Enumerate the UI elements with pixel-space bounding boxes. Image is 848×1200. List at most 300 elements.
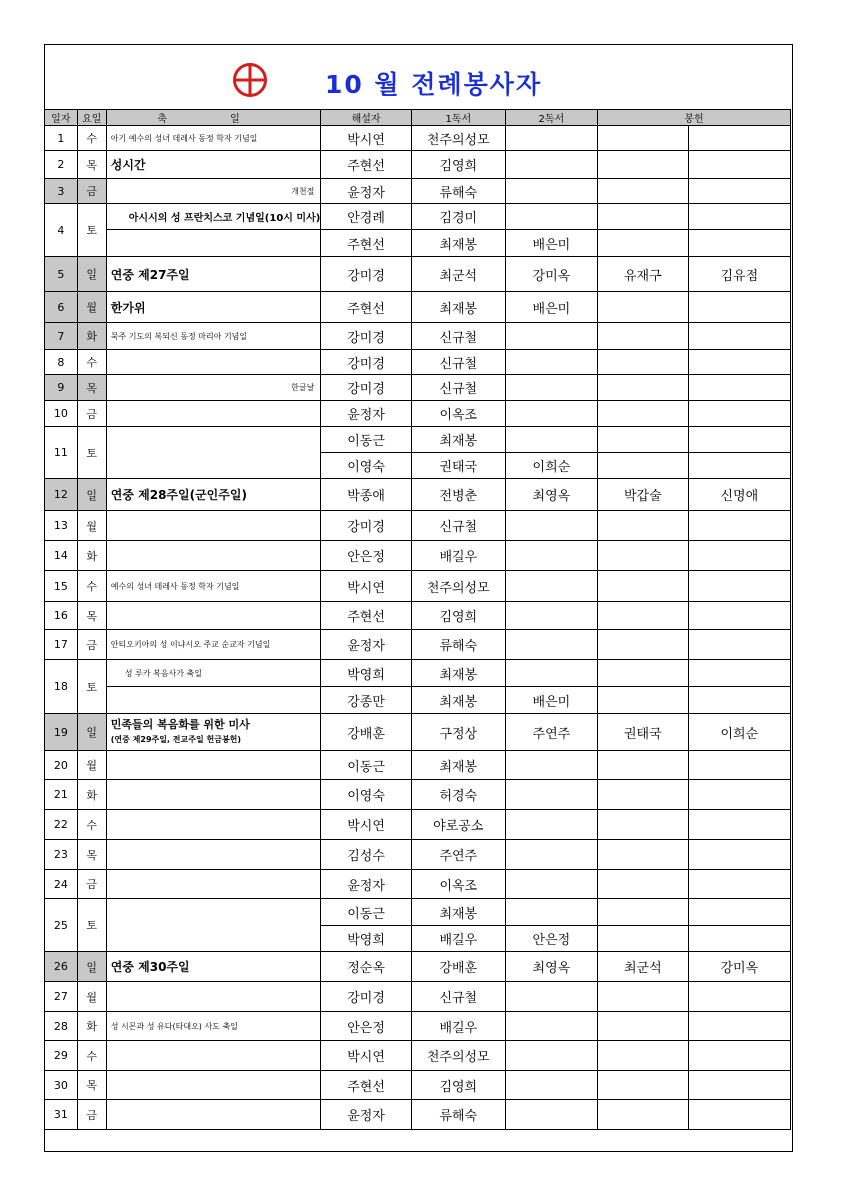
feast-cell <box>106 810 321 840</box>
table-row <box>45 1041 791 1071</box>
commentator-cell: 박영희 <box>321 660 412 687</box>
feast-cell <box>106 511 321 541</box>
offering-cell-2 <box>688 899 790 926</box>
table-row <box>45 751 791 780</box>
table-row <box>45 899 791 926</box>
reader1-cell: 최재봉 <box>411 687 505 714</box>
reader1-cell: 최재봉 <box>411 292 505 323</box>
reader1-cell: 이옥조 <box>411 401 505 427</box>
feast-subtitle: (연중 제29주일, 전교주일 헌금봉헌) <box>110 735 242 744</box>
offering-cell-2: 김유점 <box>688 257 790 292</box>
day-cell: 19 <box>45 714 78 751</box>
header-feast: 축 일 <box>106 110 321 126</box>
table-row <box>45 630 791 660</box>
weekday-cell: 목 <box>77 375 106 401</box>
feast-cell <box>106 427 321 479</box>
commentator-cell: 윤정자 <box>321 870 412 899</box>
day-cell: 3 <box>45 179 78 204</box>
table-row <box>45 479 791 511</box>
commentator-cell: 안은정 <box>321 541 412 571</box>
feast-cell <box>106 780 321 810</box>
reader1-cell: 이옥조 <box>411 870 505 899</box>
schedule-table <box>44 109 791 1130</box>
offering-cell-2 <box>688 687 790 714</box>
feast-cell <box>106 1100 321 1130</box>
reader1-cell: 김영희 <box>411 151 505 179</box>
reader1-cell: 류해숙 <box>411 179 505 204</box>
offering-cell-1: 박갑술 <box>598 479 689 511</box>
reader1-cell: 최재봉 <box>411 230 505 257</box>
commentator-cell: 이동근 <box>321 899 412 926</box>
table-row <box>45 714 791 751</box>
table-row <box>45 982 791 1012</box>
offering-cell-1 <box>598 204 689 230</box>
reader1-cell: 배길우 <box>411 1012 505 1041</box>
offering-cell-2 <box>688 230 790 257</box>
offering-cell-2 <box>688 427 790 453</box>
feast-cell: 연중 제30주일 <box>106 952 321 982</box>
weekday-cell: 화 <box>77 323 106 350</box>
feast-cell: 개천절 <box>106 179 321 204</box>
offering-cell-2 <box>688 1100 790 1130</box>
commentator-cell: 강미경 <box>321 350 412 375</box>
offering-cell-1 <box>598 179 689 204</box>
commentator-cell: 주현선 <box>321 602 412 630</box>
day-cell: 26 <box>45 952 78 982</box>
weekday-cell: 일 <box>77 257 106 292</box>
day-cell: 13 <box>45 511 78 541</box>
offering-cell-1 <box>598 230 689 257</box>
reader2-cell <box>505 126 597 151</box>
commentator-cell: 박시연 <box>321 810 412 840</box>
weekday-cell: 토 <box>77 204 106 257</box>
reader2-cell <box>505 1100 597 1130</box>
day-cell: 28 <box>45 1012 78 1041</box>
commentator-cell: 강미경 <box>321 257 412 292</box>
weekday-cell: 토 <box>77 427 106 479</box>
header-commentator: 해설자 <box>321 110 412 126</box>
commentator-cell: 박영희 <box>321 926 412 952</box>
day-cell: 24 <box>45 870 78 899</box>
weekday-cell: 목 <box>77 602 106 630</box>
reader1-cell: 류해숙 <box>411 630 505 660</box>
feast-cell: 안티오키아의 성 이냐시오 주교 순교자 기념일 <box>106 630 321 660</box>
reader1-cell: 야로공소 <box>411 810 505 840</box>
offering-cell-1 <box>598 602 689 630</box>
table-row <box>45 1012 791 1041</box>
offering-cell-1 <box>598 401 689 427</box>
offering-cell-2 <box>688 453 790 479</box>
header-offering: 봉헌 <box>598 110 791 126</box>
feast-title: 민족들의 복음화를 위한 미사 <box>110 718 250 731</box>
table-row <box>45 571 791 602</box>
weekday-cell: 화 <box>77 780 106 810</box>
offering-cell-1 <box>598 1041 689 1071</box>
feast-cell <box>106 350 321 375</box>
reader2-cell <box>505 870 597 899</box>
reader2-cell <box>505 571 597 602</box>
offering-cell-2 <box>688 810 790 840</box>
table-row <box>45 810 791 840</box>
commentator-cell: 박종애 <box>321 479 412 511</box>
feast-cell <box>106 541 321 571</box>
table-row <box>45 257 791 292</box>
feast-cell: 아시시의 성 프란치스코 기념일(10시 미사) <box>106 204 321 230</box>
feast-cell <box>106 840 321 870</box>
table-row <box>45 323 791 350</box>
offering-cell-1 <box>598 687 689 714</box>
weekday-cell: 토 <box>77 899 106 952</box>
reader2-cell <box>505 323 597 350</box>
weekday-cell: 일 <box>77 714 106 751</box>
header-reader1: 1독서 <box>411 110 505 126</box>
table-row <box>45 401 791 427</box>
weekday-cell: 일 <box>77 479 106 511</box>
offering-cell-1: 권태국 <box>598 714 689 751</box>
commentator-cell: 박시연 <box>321 1041 412 1071</box>
commentator-cell: 박시연 <box>321 126 412 151</box>
table-row <box>45 660 791 687</box>
day-cell: 12 <box>45 479 78 511</box>
reader2-cell: 강미옥 <box>505 257 597 292</box>
commentator-cell: 강미경 <box>321 982 412 1012</box>
offering-cell-2: 신명애 <box>688 479 790 511</box>
reader2-cell <box>505 350 597 375</box>
reader1-cell: 최재봉 <box>411 751 505 780</box>
weekday-cell: 토 <box>77 660 106 714</box>
weekday-cell: 수 <box>77 350 106 375</box>
commentator-cell: 강미경 <box>321 323 412 350</box>
feast-cell <box>106 899 321 952</box>
commentator-cell: 주현선 <box>321 1071 412 1100</box>
commentator-cell: 안은정 <box>321 1012 412 1041</box>
day-cell: 8 <box>45 350 78 375</box>
table-row <box>45 602 791 630</box>
table-row <box>45 780 791 810</box>
feast-cell <box>106 982 321 1012</box>
table-row <box>45 151 791 179</box>
reader1-cell: 최재봉 <box>411 660 505 687</box>
reader2-cell <box>505 401 597 427</box>
day-cell: 2 <box>45 151 78 179</box>
table-row <box>45 870 791 899</box>
weekday-cell: 수 <box>77 126 106 151</box>
weekday-cell: 목 <box>77 840 106 870</box>
reader2-cell: 안은정 <box>505 926 597 952</box>
offering-cell-2 <box>688 541 790 571</box>
feast-cell-empty <box>106 230 321 257</box>
reader2-cell <box>505 840 597 870</box>
day-cell: 4 <box>45 204 78 257</box>
offering-cell-1 <box>598 810 689 840</box>
table-row <box>45 840 791 870</box>
offering-cell-2 <box>688 1071 790 1100</box>
weekday-cell: 목 <box>77 1071 106 1100</box>
feast-cell: 성 루카 복음사가 축일 <box>106 660 321 687</box>
reader1-cell: 김경미 <box>411 204 505 230</box>
offering-cell-2 <box>688 151 790 179</box>
reader2-cell <box>505 151 597 179</box>
offering-cell-1 <box>598 375 689 401</box>
page-title: 10 월 전례봉사자 <box>325 70 543 99</box>
offering-cell-1 <box>598 1071 689 1100</box>
feast-cell <box>106 1041 321 1071</box>
offering-cell-1: 최군석 <box>598 952 689 982</box>
reader2-cell <box>505 630 597 660</box>
weekday-cell: 목 <box>77 151 106 179</box>
table-row <box>45 687 791 714</box>
offering-cell-1 <box>598 751 689 780</box>
reader1-cell: 주연주 <box>411 840 505 870</box>
weekday-cell: 화 <box>77 1012 106 1041</box>
reader2-cell <box>505 179 597 204</box>
weekday-cell: 금 <box>77 630 106 660</box>
offering-cell-1 <box>598 350 689 375</box>
reader1-cell: 허경숙 <box>411 780 505 810</box>
offering-cell-1 <box>598 571 689 602</box>
day-cell: 29 <box>45 1041 78 1071</box>
reader2-cell: 주연주 <box>505 714 597 751</box>
offering-cell-1 <box>598 1100 689 1130</box>
reader1-cell: 권태국 <box>411 453 505 479</box>
commentator-cell: 이영숙 <box>321 453 412 479</box>
reader1-cell: 신규철 <box>411 982 505 1012</box>
table-row <box>45 375 791 401</box>
table-row <box>45 1071 791 1100</box>
day-cell: 5 <box>45 257 78 292</box>
offering-cell-1 <box>598 427 689 453</box>
offering-cell-1 <box>598 870 689 899</box>
reader2-cell <box>505 780 597 810</box>
reader1-cell: 김영희 <box>411 1071 505 1100</box>
day-cell: 9 <box>45 375 78 401</box>
reader1-cell: 천주의성모 <box>411 571 505 602</box>
reader2-cell <box>505 660 597 687</box>
reader1-cell: 최군석 <box>411 257 505 292</box>
reader1-cell: 신규철 <box>411 375 505 401</box>
offering-cell-1 <box>598 453 689 479</box>
offering-cell-2: 이희순 <box>688 714 790 751</box>
offering-cell-1 <box>598 541 689 571</box>
reader1-cell: 최재봉 <box>411 899 505 926</box>
weekday-cell: 수 <box>77 571 106 602</box>
feast-cell: 한가위 <box>106 292 321 323</box>
commentator-cell: 강미경 <box>321 375 412 401</box>
feast-cell: 연중 제28주일(군인주일) <box>106 479 321 511</box>
reader1-cell: 배길우 <box>411 926 505 952</box>
offering-cell-2 <box>688 350 790 375</box>
weekday-cell: 월 <box>77 982 106 1012</box>
reader1-cell: 배길우 <box>411 541 505 571</box>
commentator-cell: 강미경 <box>321 511 412 541</box>
offering-cell-2 <box>688 292 790 323</box>
feast-cell: 묵주 기도의 복되신 동정 마리아 기념일 <box>106 323 321 350</box>
day-cell: 6 <box>45 292 78 323</box>
commentator-cell: 안경례 <box>321 204 412 230</box>
commentator-cell: 박시연 <box>321 571 412 602</box>
day-cell: 27 <box>45 982 78 1012</box>
reader1-cell: 천주의성모 <box>411 126 505 151</box>
commentator-cell: 정순옥 <box>321 952 412 982</box>
commentator-cell: 강배훈 <box>321 714 412 751</box>
day-cell: 20 <box>45 751 78 780</box>
offering-cell-2 <box>688 840 790 870</box>
weekday-cell: 화 <box>77 541 106 571</box>
offering-cell-1 <box>598 840 689 870</box>
offering-cell-2 <box>688 204 790 230</box>
reader2-cell <box>505 899 597 926</box>
weekday-cell: 수 <box>77 810 106 840</box>
table-row <box>45 427 791 453</box>
offering-cell-1 <box>598 323 689 350</box>
reader2-cell <box>505 541 597 571</box>
feast-cell-empty <box>106 687 321 714</box>
offering-cell-2 <box>688 1012 790 1041</box>
table-row <box>45 952 791 982</box>
day-cell: 10 <box>45 401 78 427</box>
table-row <box>45 230 791 257</box>
reader2-cell: 최영옥 <box>505 479 597 511</box>
table-row <box>45 126 791 151</box>
feast-cell <box>106 602 321 630</box>
reader2-cell: 배은미 <box>505 687 597 714</box>
day-cell: 23 <box>45 840 78 870</box>
weekday-cell: 금 <box>77 401 106 427</box>
feast-cell <box>106 870 321 899</box>
offering-cell-1 <box>598 899 689 926</box>
reader2-cell <box>505 204 597 230</box>
offering-cell-2 <box>688 780 790 810</box>
reader2-cell <box>505 602 597 630</box>
reader1-cell: 신규철 <box>411 350 505 375</box>
day-cell: 22 <box>45 810 78 840</box>
reader2-cell: 이희순 <box>505 453 597 479</box>
offering-cell-2 <box>688 511 790 541</box>
commentator-cell: 윤정자 <box>321 630 412 660</box>
reader2-cell <box>505 1071 597 1100</box>
header-row <box>45 110 791 126</box>
table-row <box>45 350 791 375</box>
offering-cell-1 <box>598 660 689 687</box>
offering-cell-2 <box>688 401 790 427</box>
offering-cell-1 <box>598 1012 689 1041</box>
reader1-cell: 류해숙 <box>411 1100 505 1130</box>
weekday-cell: 월 <box>77 292 106 323</box>
table-row <box>45 511 791 541</box>
offering-cell-2 <box>688 602 790 630</box>
reader1-cell: 구정상 <box>411 714 505 751</box>
offering-cell-1 <box>598 982 689 1012</box>
offering-cell-1 <box>598 292 689 323</box>
offering-cell-2 <box>688 926 790 952</box>
offering-cell-2 <box>688 1041 790 1071</box>
reader1-cell: 김영희 <box>411 602 505 630</box>
day-cell: 15 <box>45 571 78 602</box>
header-reader2: 2독서 <box>505 110 597 126</box>
title-row <box>45 45 792 109</box>
commentator-cell: 이동근 <box>321 751 412 780</box>
commentator-cell: 김성수 <box>321 840 412 870</box>
reader2-cell: 배은미 <box>505 230 597 257</box>
feast-cell <box>106 401 321 427</box>
feast-cell <box>106 1071 321 1100</box>
reader2-cell <box>505 810 597 840</box>
day-cell: 21 <box>45 780 78 810</box>
offering-cell-2 <box>688 323 790 350</box>
commentator-cell: 이영숙 <box>321 780 412 810</box>
table-row <box>45 179 791 204</box>
reader2-cell <box>505 511 597 541</box>
reader1-cell: 전병춘 <box>411 479 505 511</box>
commentator-cell: 주현선 <box>321 151 412 179</box>
header-day: 일자 <box>45 110 78 126</box>
weekday-cell: 금 <box>77 870 106 899</box>
offering-cell-1 <box>598 511 689 541</box>
day-cell: 17 <box>45 630 78 660</box>
weekday-cell: 일 <box>77 952 106 982</box>
header-weekday: 요일 <box>77 110 106 126</box>
offering-cell-2 <box>688 870 790 899</box>
feast-cell: 성시간 <box>106 151 321 179</box>
commentator-cell: 윤정자 <box>321 179 412 204</box>
offering-cell-2: 강미옥 <box>688 952 790 982</box>
weekday-cell: 금 <box>77 1100 106 1130</box>
commentator-cell: 강종만 <box>321 687 412 714</box>
reader1-cell: 천주의성모 <box>411 1041 505 1071</box>
feast-cell <box>106 714 321 751</box>
schedule-sheet <box>44 44 793 1152</box>
day-cell: 25 <box>45 899 78 952</box>
feast-cell: 성 시몬과 성 유다(타대오) 사도 축일 <box>106 1012 321 1041</box>
offering-cell-2 <box>688 179 790 204</box>
day-cell: 16 <box>45 602 78 630</box>
commentator-cell: 주현선 <box>321 292 412 323</box>
weekday-cell: 수 <box>77 1041 106 1071</box>
weekday-cell: 월 <box>77 751 106 780</box>
commentator-cell: 주현선 <box>321 230 412 257</box>
table-row <box>45 1100 791 1130</box>
reader2-cell <box>505 375 597 401</box>
weekday-cell: 월 <box>77 511 106 541</box>
day-cell: 1 <box>45 126 78 151</box>
reader2-cell <box>505 982 597 1012</box>
day-cell: 30 <box>45 1071 78 1100</box>
offering-cell-2 <box>688 660 790 687</box>
reader1-cell: 신규철 <box>411 511 505 541</box>
reader2-cell <box>505 751 597 780</box>
offering-cell-2 <box>688 982 790 1012</box>
reader1-cell: 신규철 <box>411 323 505 350</box>
offering-cell-1 <box>598 630 689 660</box>
feast-cell: 연중 제27주일 <box>106 257 321 292</box>
feast-cell: 한글날 <box>106 375 321 401</box>
reader2-cell <box>505 1012 597 1041</box>
offering-cell-2 <box>688 126 790 151</box>
reader2-cell <box>505 427 597 453</box>
offering-cell-1 <box>598 126 689 151</box>
weekday-cell: 금 <box>77 179 106 204</box>
offering-cell-1 <box>598 151 689 179</box>
cross-circle-icon <box>232 62 268 98</box>
table-row <box>45 541 791 571</box>
feast-cell: 예수의 성녀 데레사 동정 학자 기념일 <box>106 571 321 602</box>
reader2-cell: 최영옥 <box>505 952 597 982</box>
offering-cell-1 <box>598 926 689 952</box>
offering-cell-2 <box>688 751 790 780</box>
table-row <box>45 204 791 230</box>
offering-cell-2 <box>688 630 790 660</box>
commentator-cell: 이동근 <box>321 427 412 453</box>
